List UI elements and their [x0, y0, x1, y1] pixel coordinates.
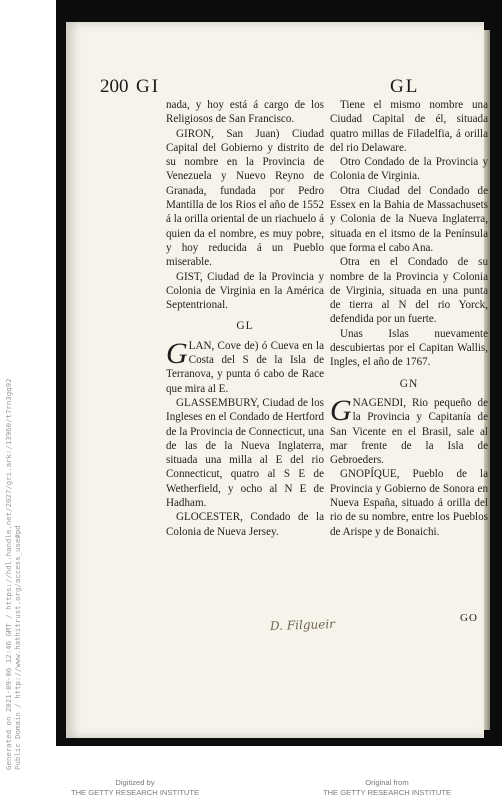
footer-original-from — [302, 778, 472, 798]
handwritten-signature: D. Filgueir — [269, 616, 336, 634]
left-paragraph-4-text: LAN, Cove de) ó Cueva en la Costa del S de la Isla de Terranova, y punta ó cabo de Race que mira al E. — [166, 339, 324, 395]
footer-digitized-by — [50, 778, 220, 798]
header-right-guide: GL — [390, 76, 420, 97]
drop-cap: G — [166, 336, 187, 370]
header-left-guide: GI — [136, 76, 161, 97]
right-paragraph-2: Otro Condado de la Provincia y Colonia de Virginia. — [330, 156, 488, 183]
left-paragraph-4 — [166, 336, 324, 396]
watermark-line-1: Generated on 2021-09-06 12:46 GMT / https://hdl.handle.net/2027/gri.ark:/13960/t7rn3gq92 — [4, 378, 13, 770]
footer-right-line-2: THE GETTY RESEARCH INSTITUTE — [322, 788, 452, 797]
right-paragraph-5: Unas Islas nuevamente descubiertas por el Capitan Wallis, Ingles, el año de 1767. — [330, 327, 488, 369]
catchword: GO — [460, 612, 478, 624]
left-paragraph-1: nada, y hoy está á cargo de los Religiosos de San Francisco. — [166, 99, 324, 126]
right-paragraph-6-text: NAGENDI, Rio pequeño de la Provincia y Capitanía de San Vicente en el Brasil, sale al mar frente de la Isla de Gebroeders. — [330, 396, 488, 467]
right-paragraph-3: Otra Ciudad del Condado de Essex en la Bahia de Massachusets y Colonia de la Nueva Inglaterra, situada en el itsmo de la Península que forma el cabo Ana. — [330, 184, 488, 254]
section-heading-gl: GL — [236, 320, 254, 333]
footer-left-line-1: Digitized by — [115, 778, 155, 787]
left-paragraph-3: GIST, Ciudad de la Provincia y Colonia de Virginia en la América Septentrional. — [166, 270, 324, 312]
page-number: 200 — [100, 76, 129, 97]
right-paragraph-1: Tiene el mismo nombre una Ciudad Capital de él, situada quatro millas de Filadelfia, á orilla del rio Delaware. — [330, 99, 488, 154]
left-column — [166, 98, 324, 539]
right-column — [330, 98, 488, 539]
left-paragraph-2: GIRON, San Juan) Ciudad Capital del Gobierno y distrito de su nombre en la Provincia de Venezuela y Nuevo Reyno de Granada, fundada por Pedro Mantilla de los Rios el año de 1552 á la orilla oriental de un riachuelo á quien da el nombre, es muy pobre, y hoy reducida á un Pueblo miserable. — [166, 127, 324, 269]
hathitrust-watermark — [4, 378, 22, 770]
footer-right-line-1: Original from — [365, 778, 409, 787]
right-paragraph-4: Otra en el Condado de su nombre de la Provincia y Colonia de Virginia, situada en una punta de tierra al N del rio Yorck, defendida por un fuerte. — [330, 256, 488, 326]
left-paragraph-6: GLOCESTER, Condado de la Colonia de Nueva Jersey. — [166, 511, 324, 538]
watermark-line-2: Public Domain / http://www.hathitrust.org/access_use#pd — [13, 525, 22, 770]
page-header — [100, 76, 460, 98]
drop-cap: G — [330, 393, 351, 427]
right-paragraph-6 — [330, 393, 488, 467]
right-paragraph-7: GNOPÍQUE, Pueblo de la Provincia y Gobierno de Sonora en Nueva España, situado á orilla del rio de su nombre, entre los Pueblos de Arispe y de Bonaichi. — [330, 468, 488, 538]
footer-left-line-2: THE GETTY RESEARCH INSTITUTE — [70, 788, 200, 797]
section-heading-gn: GN — [399, 377, 419, 390]
left-paragraph-5: GLASSEMBURY, Ciudad de los Ingleses en el Condado de Hertford de la Provincia de Connecticut, una de las de la Nueva Inglaterra, situada una milla al E del rio Connecticut, quatro al S E de Wetherfield, y ocho al N E de Hadham. — [166, 396, 324, 510]
